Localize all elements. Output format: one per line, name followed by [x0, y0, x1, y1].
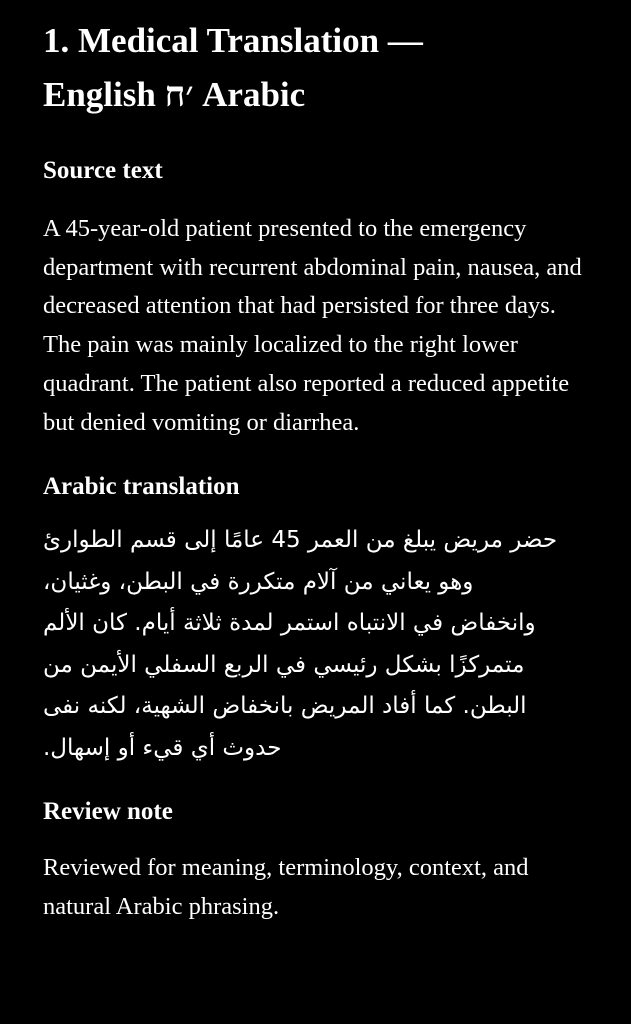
arabic-translation-heading: Arabic translation [43, 473, 240, 501]
arabic-line: وهو يعاني من آلام متكررة في البطن، وغثيان، [43, 568, 474, 595]
review-note-paragraph: Reviewed for meaning, terminology, context, and natural Arabic phrasing. [43, 854, 529, 920]
review-note-heading: Review note [43, 798, 173, 826]
arabic-line: متمركزًا بشكل رئيسي في الربع السفلي الأيمن من [43, 651, 525, 678]
arabic-line: وانخفاض في الانتباه استمر لمدة ثلاثة أيام. كان الألم [43, 610, 536, 637]
source-text-paragraph: A 45-year-old patient presented to the emergency department with recurrent abdominal pain, nausea, and decreased attention that had persisted for three days. The pain was mainly localized to the right lower quadrant. The patient also reported a reduced appetite but denied vomiting or diarrhea. [43, 215, 582, 436]
title-line-1: 1. Medical Translation — [43, 21, 423, 60]
title-line-2: English ׳ח Arabic [43, 75, 306, 114]
arabic-translation-paragraph [43, 520, 587, 769]
page-title [43, 14, 587, 122]
arabic-line: حضر مريض يبلغ من العمر 45 عامًا إلى قسم الطوارئ [43, 527, 558, 554]
arabic-line: حدوث أي قيء أو إسهال. [43, 734, 282, 761]
source-text-heading: Source text [43, 157, 163, 184]
arabic-line: البطن. كما أفاد المريض بانخفاض الشهية، لكنه نفى [43, 693, 527, 720]
